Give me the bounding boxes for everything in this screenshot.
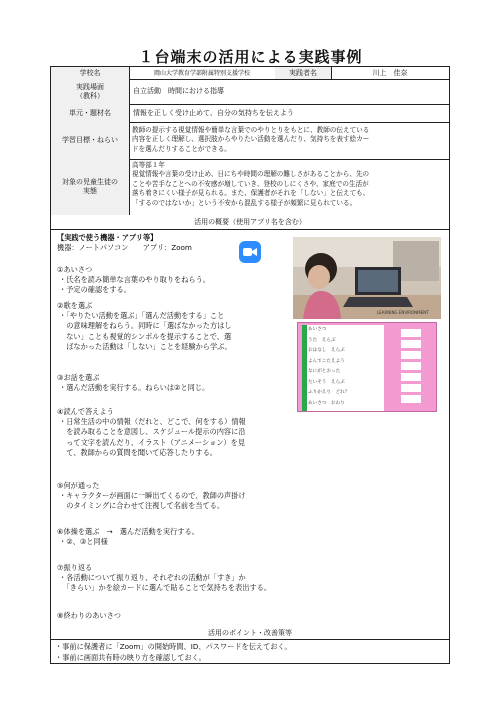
student-line: 視覚情報や言葉の受け止め、日にちや時間の理解の難しさがあることから、先の bbox=[132, 170, 370, 179]
step-line: 「きらい」かを絵カードに選んで貼ることで気持ちを表出する。 bbox=[59, 583, 272, 593]
illustration-card bbox=[401, 384, 421, 392]
step-line: ・予定の確認をする。 bbox=[59, 285, 131, 295]
step-7 bbox=[57, 563, 407, 594]
schedule-item: よんでこたえよう bbox=[308, 358, 345, 364]
step-line: ・選んだ活動を実行する。ねらいは②と同じ。 bbox=[59, 383, 210, 393]
step-line: ・各活動について振り返り、それぞれの活動が「すき」か bbox=[59, 573, 246, 583]
step-heading: ②歌を選ぶ bbox=[57, 301, 93, 310]
step-4 bbox=[57, 407, 327, 458]
goal-line: ドを選んだりすることができる。 bbox=[132, 144, 231, 153]
schedule-item: あいさつ おわり bbox=[308, 400, 345, 406]
illustration-card bbox=[401, 373, 421, 381]
points-header: 活用のポイント・改善策等 bbox=[51, 627, 449, 639]
step-6 bbox=[57, 527, 327, 547]
step-heading: ⑦振り返る bbox=[57, 563, 93, 572]
step-5 bbox=[57, 481, 327, 512]
goal-line: 内容を正しく理解し、選択肢からやりたい活動を選んだり、気持ちを表す絵カー bbox=[132, 135, 370, 144]
points-list bbox=[51, 641, 449, 665]
step-line: ばなかった活動は「しない」ことを経験から学ぶ。 bbox=[59, 341, 232, 351]
school-name: 岡山大学教育学部附属特別支援学校 bbox=[153, 69, 250, 77]
step-line: ・「やりたい活動を選ぶ」「選んだ活動をする」こと bbox=[59, 311, 225, 321]
photo-caption: LEARNING ENVIRONMENT bbox=[377, 310, 429, 315]
overview-header: 活用の概要（使用アプリ名を含む） bbox=[51, 215, 449, 229]
schedule-item: おはなし えらぶ bbox=[308, 348, 345, 353]
student-line: 高等部１年 bbox=[132, 161, 165, 169]
schedule-illustrations bbox=[388, 327, 434, 409]
student-label-line1: 対象の児童生徒の bbox=[62, 178, 118, 186]
schedule-list bbox=[302, 325, 384, 411]
step-heading: ①あいさつ bbox=[57, 265, 93, 274]
schedule-item: あいさつ bbox=[308, 327, 327, 332]
unit-value: 情報を正しく受け止めて、自分の気持ちを伝えよう bbox=[133, 108, 294, 117]
step-heading: ③お話を選ぶ bbox=[57, 373, 100, 382]
schedule-item: たいそう えらぶ bbox=[308, 379, 345, 385]
step-line: ・日常生活の中の情報（だれと、どこで、何をする）情報 bbox=[59, 417, 246, 427]
step-heading: ④読んで答えよう bbox=[57, 407, 114, 416]
schedule-item: うた えらぶ bbox=[308, 337, 336, 343]
point-item: ・事前に画面共有時の映り方を確認しておく。 bbox=[55, 653, 206, 662]
practice-report-table bbox=[50, 66, 450, 664]
page-title: １台端末の活用による実践事例 bbox=[138, 48, 363, 66]
zoom-app-icon bbox=[239, 241, 261, 263]
goal-label: 学習目標・ねらい bbox=[51, 122, 129, 159]
goal-text bbox=[129, 123, 449, 159]
schedule-item: ふりかえり どれ？ bbox=[308, 390, 350, 395]
student-line: 落ち着きにくい様子が見られる。また、保護者がそれを「しない」と伝えても、 bbox=[132, 189, 370, 198]
step-heading: ⑧終わりのあいさつ bbox=[57, 611, 121, 620]
video-camera-icon bbox=[243, 247, 257, 257]
scene-label-line1: 実践場面 bbox=[76, 82, 104, 91]
illustration-card bbox=[401, 395, 421, 403]
step-line: の意味理解をねらう。同時に「選ばなかった方はし bbox=[59, 321, 232, 331]
student-line: ことや苦手なことへの不安感が増していき、登校のしにくさや、家庭での生活が bbox=[132, 179, 369, 188]
scene-label bbox=[51, 79, 129, 104]
student-laptop-photo bbox=[293, 237, 441, 319]
student-text bbox=[129, 160, 449, 215]
tools-line: 機器：ノートパソコン アプリ：Zoom bbox=[57, 243, 192, 252]
photo-illustration bbox=[293, 237, 441, 319]
teacher-name: 川上 佳奈 bbox=[372, 68, 408, 77]
step-heading: ⑥体操を選ぶ → 選んだ活動を実行する。 bbox=[57, 527, 199, 536]
schedule-item: なにがとおった bbox=[308, 369, 341, 374]
teacher-label: 実践者名 bbox=[275, 67, 331, 79]
step-3 bbox=[57, 373, 327, 393]
student-label bbox=[51, 159, 129, 215]
illustration-card bbox=[401, 351, 421, 359]
step-line: って文字を読んだり、イラスト（アニメーション）を見 bbox=[59, 437, 246, 447]
step-line: ・氏名を読み簡単な言葉のやり取りをねらう。 bbox=[59, 275, 210, 285]
step-line: のタイミングに合わせて注視して名前を当てる。 bbox=[59, 501, 225, 511]
illustration-card bbox=[401, 340, 421, 348]
school-label: 学校名 bbox=[51, 67, 129, 79]
goal-line: 教師の提示する視覚情報や簡単な言葉でのやりとりをもとに、教師の伝えている bbox=[132, 126, 370, 134]
step-line: を読み取ることを意図し、スケジュール提示の内容に沿 bbox=[59, 427, 246, 437]
step-1 bbox=[57, 265, 327, 296]
point-item: ・事前に保護者に「Zoom」の開始時間、ID、パスワードを伝えておく。 bbox=[55, 642, 292, 651]
illustration-card bbox=[401, 362, 421, 370]
step-line: ・キャラクターが画面に一瞬出てくるので、教師の声掛け bbox=[59, 491, 246, 501]
tools-heading: 【実践で使う機器・アプリ等】 bbox=[57, 233, 158, 242]
step-line: て、教師からの質問を聞いて応答したりする。 bbox=[59, 447, 217, 457]
step-8 bbox=[57, 611, 327, 621]
schedule-board bbox=[297, 322, 437, 412]
student-label-line2: 実態 bbox=[83, 187, 97, 195]
scene-label-line2: （教科） bbox=[76, 91, 104, 100]
student-line: 「するのではないか」という不安から混乱する様子が頻繁に見られている。 bbox=[132, 198, 357, 207]
step-line: ない」ことも視覚的シンボルを提示することで、選 bbox=[59, 331, 232, 341]
step-line: ・②、③と同様 bbox=[59, 537, 108, 547]
unit-label: 単元・題材名 bbox=[51, 104, 129, 122]
schedule-marker-strip bbox=[302, 325, 307, 411]
step-heading: ⑤何が通った bbox=[57, 481, 100, 490]
step-2 bbox=[57, 301, 327, 352]
scene-value: 自立活動 時間における指導 bbox=[133, 87, 224, 95]
illustration-card bbox=[401, 329, 421, 337]
